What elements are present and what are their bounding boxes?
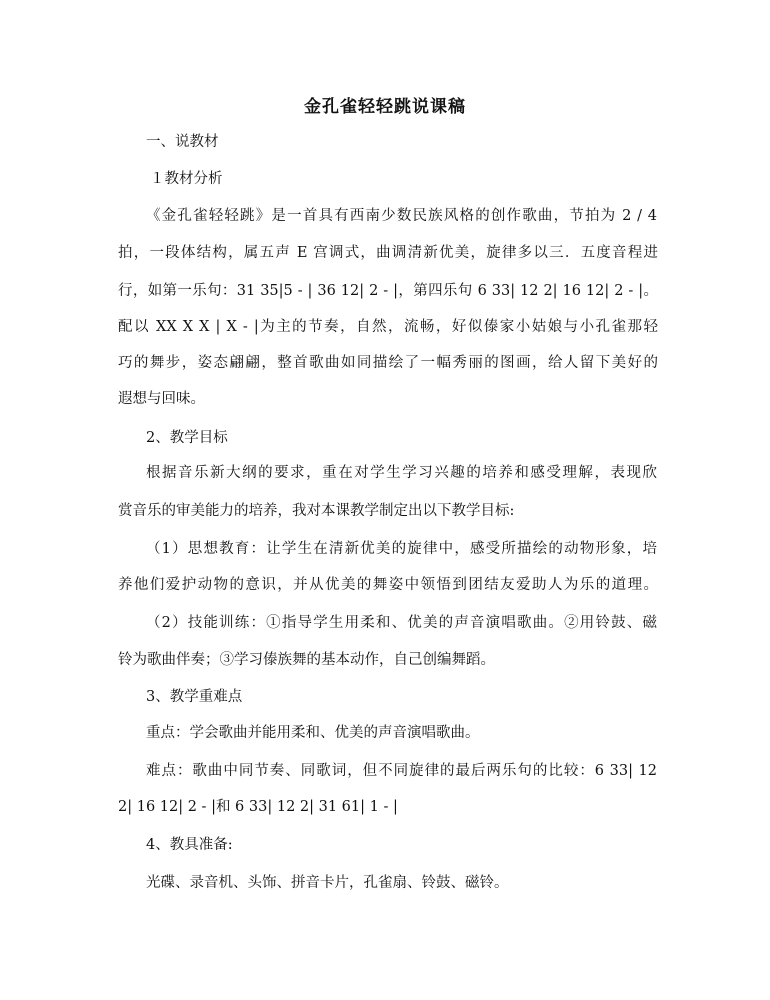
paragraph-line: 难点：歌曲中同节奏、同歌词，但不同旋律的最后两乐句的比较：6 33| 12 [146, 763, 657, 779]
section-heading-goals: 2、教学目标 [146, 430, 228, 446]
paragraph-line: 光碟、录音机、头饰、拼音卡片，孔雀扇、铃鼓、磁铃。 [146, 875, 509, 891]
paragraph-line: 遐想与回味。 [118, 391, 205, 407]
section-heading-textbook: 一、说教材 [146, 134, 219, 150]
paragraph-line: 《金孔雀轻轻跳》是一首具有西南少数民族风格的创作歌曲，节拍为 2 / 4 [146, 208, 657, 224]
document-title: 金孔雀轻轻跳说课稿 [304, 97, 466, 117]
paragraph-line: 巧的舞步，姿态翩翩，整首歌曲如同描绘了一幅秀丽的图画，给人留下美好的 [118, 355, 658, 371]
section-heading-key-points: 3、教学重难点 [146, 689, 243, 705]
paragraph-line: 重点：学会歌曲并能用柔和、优美的声音演唱歌曲。 [146, 725, 480, 741]
paragraph-line: 行，如第一乐句：31 35|5 - | 36 12| 2 - |，第四乐句 6 33| 12 2| 16 12| 2 - |。 [118, 283, 658, 299]
paragraph-line: （2）技能训练：①指导学生用柔和、优美的声音演唱歌曲。②用铃鼓、磁 [146, 615, 657, 631]
section-heading-materials: 4、教具准备: [146, 837, 233, 853]
paragraph-line: 2| 16 12| 2 - |和 6 33| 12 2| 31 61| 1 - | [118, 799, 398, 815]
paragraph-line: （1）思想教育：让学生在清新优美的旋律中，感受所描绘的动物形象，培 [146, 541, 657, 557]
subsection-heading-analysis: １教材分析 [150, 171, 223, 187]
paragraph-line: 根据音乐新大纲的要求，重在对学生学习兴趣的培养和感受理解，表现欣 [146, 465, 657, 481]
paragraph-line: 赏音乐的审美能力的培养，我对本课教学制定出以下教学目标: [118, 503, 515, 519]
paragraph-line: 拍，一段体结构，属五声 E 宫调式，曲调清新优美，旋律多以三．五度音程进 [118, 245, 658, 261]
paragraph-line: 养他们爱护动物的意识，并从优美的舞姿中领悟到团结友爱助人为乐的道理。 [118, 577, 658, 593]
paragraph-line: 配以 XX X X | X - |为主的节奏，自然，流畅，好似傣家小姑娘与小孔雀那轻 [118, 319, 658, 335]
paragraph-line: 铃为歌曲伴奏；③学习傣族舞的基本动作，自己创编舞蹈。 [118, 652, 495, 668]
